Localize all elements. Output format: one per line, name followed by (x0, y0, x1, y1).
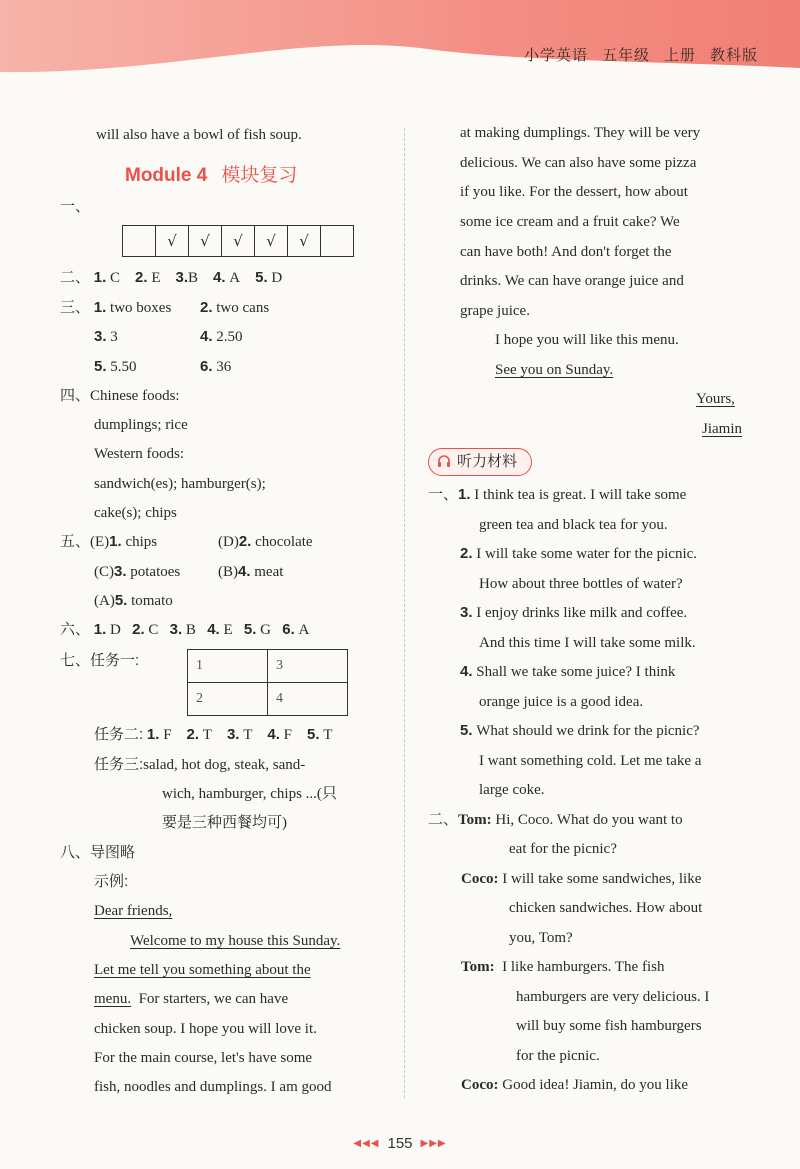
q3-num: 3. (94, 328, 107, 345)
q5-value: chips (125, 534, 158, 550)
intro-line: will also have a bowl of fish soup. (96, 127, 302, 143)
letter-line (94, 988, 288, 1010)
letter-cont-line: if you like. For the dessert, how about (460, 184, 688, 200)
letter-cont-line: grape juice. (460, 303, 530, 319)
q3-value: 36 (216, 359, 232, 375)
part1-text: What should we drink for the picnic? (476, 723, 700, 739)
q4-text: Chinese foods: (90, 388, 180, 404)
header-subject: 小学英语 (523, 47, 588, 64)
q1-label: 一、 (60, 198, 91, 215)
q7-value: T (323, 727, 333, 743)
part1-num: 1. (458, 486, 471, 503)
q4-line-5: cake(s); chips (94, 505, 177, 521)
q4-line-1 (60, 385, 180, 407)
q7-value: T (202, 727, 212, 743)
letter-starters: For starters, we can have (138, 991, 289, 1007)
dialog-text-cont: chicken sandwiches. How about (509, 900, 703, 916)
q1-cell (123, 226, 156, 257)
part1-text: Shall we take some juice? I think (476, 664, 676, 680)
q3-item-5 (94, 356, 137, 378)
q5-letter: (B) (218, 564, 238, 580)
q1-cell: √ (189, 226, 222, 257)
headphones-icon (437, 454, 451, 468)
q3-value: 5.50 (110, 359, 137, 375)
q5-num: 3. (114, 563, 127, 580)
q1-cell: √ (222, 226, 255, 257)
q3-row-1 (60, 297, 171, 319)
q7-label: 七、 (60, 652, 91, 669)
speaker-coco: Coco: (461, 1077, 499, 1093)
module-title-cn: 模块复习 (221, 165, 298, 186)
part1-text: I think tea is great. I will take some (474, 487, 687, 503)
header-wave-band (0, 0, 800, 80)
part1-text: I will take some water for the picnic. (476, 546, 698, 562)
header-book-info (510, 44, 758, 65)
dialog-line-4 (461, 1074, 688, 1096)
q3-num: 6. (200, 358, 213, 375)
part1-label: 一、 (428, 486, 459, 503)
q2-answers (60, 267, 282, 289)
q6-num: 6. (282, 621, 295, 638)
dialog-text-cont: for the picnic. (516, 1048, 600, 1064)
dialog-line-3 (461, 956, 664, 978)
q8-line (60, 842, 135, 864)
speaker-tom: Tom: (458, 812, 492, 828)
q7-task2-label: 任务二: (94, 726, 144, 743)
letter-yours: Yours, (696, 391, 735, 407)
q5-item-2 (218, 531, 313, 553)
q6-label: 六、 (60, 621, 91, 638)
q3-value: 3 (110, 329, 118, 345)
letter-signature: Jiamin (702, 421, 742, 437)
q3-value: 2.50 (216, 329, 243, 345)
q2-value: B (188, 270, 199, 286)
q5-value: chocolate (255, 534, 313, 550)
q3-num: 2. (200, 299, 213, 316)
q1-cell: √ (255, 226, 288, 257)
q5-item-5 (94, 590, 173, 612)
q2-value: D (271, 270, 283, 286)
q4-line-3: Western foods: (94, 446, 185, 462)
q2-value: E (151, 270, 161, 286)
dialog-line-2 (461, 868, 701, 890)
part1-num: 3. (460, 604, 473, 621)
q5-letter: (A) (94, 593, 115, 609)
dialog-text-cont: will buy some fish hamburgers (516, 1018, 702, 1034)
q5-num: 1. (109, 533, 122, 550)
q2-num: 3. (175, 269, 188, 286)
part1-item-5 (460, 720, 700, 742)
q7-task1-grid (187, 649, 348, 716)
letter-cont-line: I hope you will like this menu. (495, 332, 679, 348)
q7-task1-line (60, 650, 139, 672)
q7-num: 2. (186, 726, 200, 743)
q2-num: 5. (255, 269, 268, 286)
q1-answer-table (122, 225, 354, 257)
q5-item-4 (218, 561, 283, 583)
q2-value: A (229, 270, 241, 286)
q5-num: 4. (238, 563, 251, 580)
left-arrows-icon: ◀◀◀ (353, 1138, 380, 1149)
q5-letter: (D) (218, 534, 239, 550)
q3-item-4 (200, 326, 243, 348)
letter-cont-line: can have both! And don't forget the (460, 244, 672, 260)
q6-value: A (298, 622, 310, 638)
dialog-line-1 (428, 809, 683, 831)
q3-num: 1. (93, 299, 107, 316)
q8-example-label: 示例: (94, 873, 129, 890)
q5-value: tomato (131, 593, 173, 609)
q5-letter: (E) (90, 534, 110, 550)
letter-line: fish, noodles and dumplings. I am good (94, 1079, 332, 1095)
part1-text: I enjoy drinks like milk and coffee. (476, 605, 688, 621)
q5-label: 五、 (60, 533, 91, 550)
q3-label: 三、 (60, 299, 91, 316)
grid-cell: 1 (188, 650, 268, 683)
q2-num: 4. (213, 269, 226, 286)
q4-line-2: dumplings; rice (94, 417, 188, 433)
dialog-text-cont: you, Tom? (509, 930, 573, 946)
q7-num: 4. (267, 726, 280, 743)
q2-label: 二、 (60, 269, 91, 286)
part1-text-cont: I want something cold. Let me take a (479, 753, 702, 769)
q3-num: 5. (94, 358, 107, 375)
part1-item-3 (460, 602, 687, 624)
grid-cell: 4 (268, 683, 348, 716)
part1-num: 2. (460, 545, 473, 562)
part1-text-cont: How about three bottles of water? (479, 576, 683, 592)
letter-cont-line: delicious. We can also have some pizza (460, 155, 697, 171)
letter-line: For the main course, let's have some (94, 1050, 313, 1066)
grid-cell: 3 (268, 650, 348, 683)
page-number: 155 (387, 1135, 413, 1152)
q6-num: 3. (169, 621, 183, 638)
q6-num: 1. (93, 621, 107, 638)
q6-num: 2. (132, 621, 145, 638)
q6-value: D (110, 622, 121, 638)
q5-num: 2. (238, 533, 252, 550)
q7-task3-line-3: 要是三种西餐均可) (162, 815, 287, 831)
q6-num: 4. (207, 621, 220, 638)
part1-item-2 (460, 543, 697, 565)
column-divider (404, 128, 405, 1098)
q5-num: 5. (114, 592, 128, 609)
part1-num: 4. (460, 663, 473, 680)
q6-value: E (223, 622, 233, 638)
speaker-tom: Tom: (461, 959, 495, 975)
q4-line-4: sandwich(es); hamburger(s); (94, 476, 266, 492)
part1-text-cont: orange juice is a good idea. (479, 694, 644, 710)
q4-label: 四、 (60, 387, 91, 404)
q7-num: 3. (226, 726, 240, 743)
q2-num: 2. (135, 269, 148, 286)
letter-closing: See you on Sunday. (495, 362, 614, 378)
dialog-text: I like hamburgers. The fish (502, 959, 665, 975)
module-title (125, 160, 297, 187)
q7-value: F (163, 727, 172, 743)
header-grade: 五年级 (601, 47, 650, 64)
q6-value: G (260, 622, 271, 638)
q7-task3-text: salad, hot dog, steak, sand- (143, 757, 306, 773)
q3-num: 4. (200, 328, 213, 345)
q6-num: 5. (243, 621, 257, 638)
letter-cont-line: drinks. We can have orange juice and (460, 273, 684, 289)
q3-item-2 (200, 297, 269, 319)
q3-item-6 (200, 356, 231, 378)
letter-menu-word: menu. (94, 991, 132, 1007)
q7-task3-line-1 (94, 754, 305, 776)
part2-label: 二、 (428, 811, 459, 828)
q5-letter: (C) (94, 564, 114, 580)
q7-task2-line (94, 724, 332, 746)
q5-item-3 (94, 561, 180, 583)
header-volume: 上册 (663, 47, 696, 64)
q8-label: 八、 (60, 844, 91, 861)
q3-value: two boxes (110, 300, 172, 316)
q7-num: 1. (146, 726, 160, 743)
q7-value: T (243, 727, 253, 743)
q3-item-3 (94, 326, 118, 348)
q7-task3-line-2: wich, hamburger, chips ...(只 (162, 786, 337, 802)
dialog-text: I will take some sandwiches, like (502, 871, 702, 887)
letter-cont-line: at making dumplings. They will be very (460, 125, 701, 141)
q7-value: F (283, 727, 293, 743)
q7-task3-label: 任务三: (94, 756, 144, 773)
q7-num: 5. (307, 726, 320, 743)
q1-cell: √ (156, 226, 189, 257)
page-header (0, 0, 800, 80)
part1-item-4 (460, 661, 675, 683)
page-footer (0, 1135, 800, 1152)
header-edition: 教科版 (709, 47, 758, 64)
q1-cell: √ (288, 226, 321, 257)
part1-item-1 (428, 484, 686, 506)
speaker-coco: Coco: (461, 871, 499, 887)
q5-value: potatoes (130, 564, 181, 580)
dialog-text-cont: eat for the picnic? (509, 841, 617, 857)
letter-line: Welcome to my house this Sunday. (130, 933, 341, 949)
q2-value: C (110, 270, 121, 286)
q2-num: 1. (93, 269, 107, 286)
grid-cell: 2 (188, 683, 268, 716)
q6-answers (60, 619, 309, 641)
part1-num: 5. (460, 722, 473, 739)
right-arrows-icon: ▶▶▶ (420, 1138, 447, 1149)
part1-text-cont: And this time I will take some milk. (479, 635, 696, 651)
q3-value: two cans (216, 300, 270, 316)
module-title-en: Module 4 (125, 165, 208, 186)
q5-row-1 (60, 531, 157, 553)
dialog-text: Hi, Coco. What do you want to (495, 812, 683, 828)
letter-cont-line: some ice cream and a fruit cake? We (460, 214, 680, 230)
letter-line: chicken soup. I hope you will love it. (94, 1021, 317, 1037)
part1-text-cont: green tea and black tea for you. (479, 517, 668, 533)
q6-value: B (185, 622, 196, 638)
part1-text-cont: large coke. (479, 782, 545, 798)
q6-value: C (148, 622, 159, 638)
letter-line: Let me tell you something about the (94, 962, 311, 978)
listening-material-tag (428, 448, 532, 476)
listening-title: 听力材料 (457, 453, 518, 470)
letter-greeting: Dear friends, (94, 903, 173, 919)
q7-task1-label: 任务一: (90, 652, 140, 669)
q1-cell (321, 226, 354, 257)
q5-value: meat (254, 564, 284, 580)
q8-note: 导图略 (90, 844, 136, 861)
dialog-text-cont: hamburgers are very delicious. I (516, 989, 710, 1005)
dialog-text: Good idea! Jiamin, do you like (502, 1077, 689, 1093)
